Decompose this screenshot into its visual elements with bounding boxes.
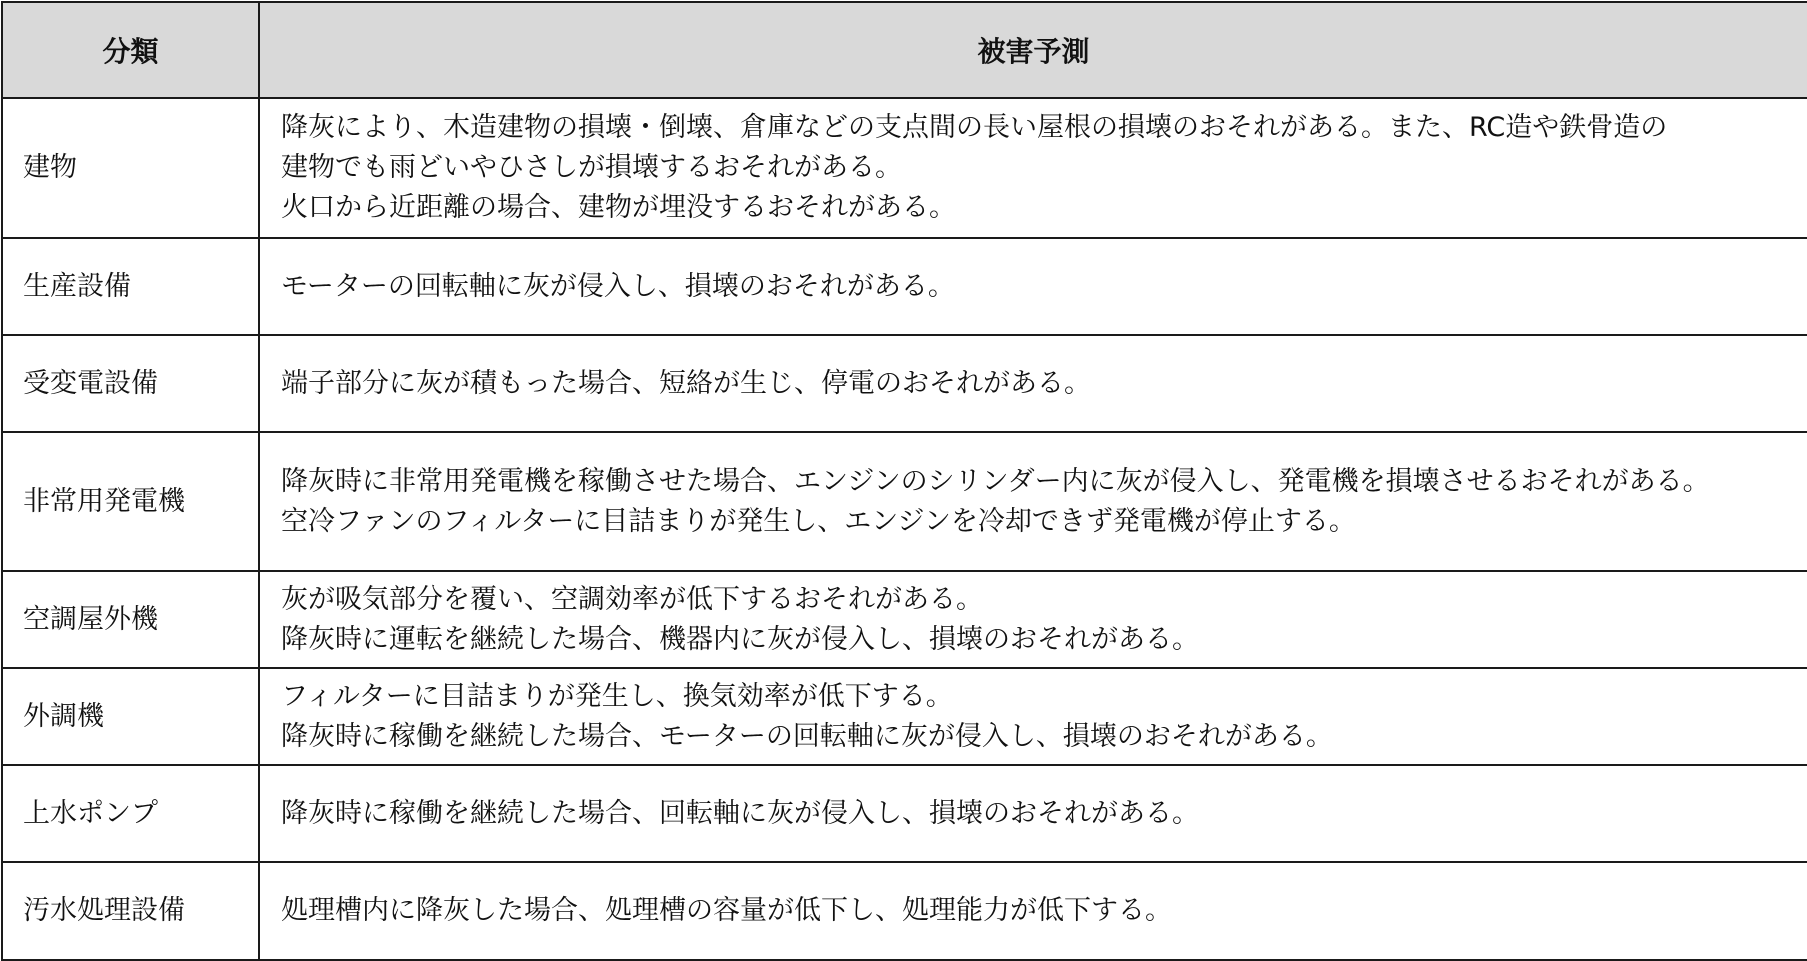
damage-prediction-table xyxy=(1,1,1807,961)
prediction-line: モーターの回転軸に灰が侵入し、損壊のおそれがある。 xyxy=(281,270,955,302)
table-row xyxy=(2,98,1807,238)
prediction-line: 火口から近距離の場合、建物が埋没するおそれがある。 xyxy=(281,192,956,223)
prediction-line: 降灰時に非常用発電機を稼働させた場合、エンジンのシリンダー内に灰が侵入し、発電機を損壊させるおそれがある。 xyxy=(281,465,1710,497)
table-row xyxy=(2,571,1807,668)
prediction-line: 灰が吸気部分を覆い、空調効率が低下するおそれがある。 xyxy=(281,583,983,615)
prediction-line: フィルターに目詰まりが発生し、換気効率が低下する。 xyxy=(281,680,953,712)
prediction-line: 降灰時に稼働を継続した場合、モーターの回転軸に灰が侵入し、損壊のおそれがある。 xyxy=(281,720,1333,752)
category-cell: 建物 xyxy=(2,98,259,238)
prediction-cell xyxy=(259,335,1807,432)
prediction-line: 空冷ファンのフィルターに目詰まりが発生し、エンジンを冷却できず発電機が停止する。 xyxy=(281,505,1356,537)
table-row xyxy=(2,238,1807,335)
prediction-cell xyxy=(259,571,1807,668)
table-row xyxy=(2,335,1807,432)
header-category: 分類 xyxy=(2,2,259,98)
category-cell: 受変電設備 xyxy=(2,335,259,432)
header-prediction: 被害予測 xyxy=(259,2,1807,98)
table-header-row xyxy=(2,2,1807,98)
prediction-cell xyxy=(259,862,1807,960)
category-cell: 汚水処理設備 xyxy=(2,862,259,960)
prediction-cell xyxy=(259,765,1807,862)
category-cell: 外調機 xyxy=(2,668,259,765)
prediction-cell xyxy=(259,238,1807,335)
category-cell: 上水ポンプ xyxy=(2,765,259,862)
prediction-line: 降灰により、木造建物の損壊・倒壊、倉庫などの支点間の長い屋根の損壊のおそれがある。また、RC造や鉄骨造の xyxy=(281,112,1668,143)
prediction-cell xyxy=(259,668,1807,765)
prediction-cell xyxy=(259,98,1807,238)
category-cell: 生産設備 xyxy=(2,238,259,335)
table-row xyxy=(2,668,1807,765)
prediction-line: 建物でも雨どいやひさしが損壊するおそれがある。 xyxy=(281,152,902,183)
category-cell: 空調屋外機 xyxy=(2,571,259,668)
prediction-line: 降灰時に稼働を継続した場合、回転軸に灰が侵入し、損壊のおそれがある。 xyxy=(281,797,1199,829)
prediction-cell xyxy=(259,432,1807,571)
table-row xyxy=(2,862,1807,960)
table-row xyxy=(2,432,1807,571)
prediction-line: 端子部分に灰が積もった場合、短絡が生じ、停電のおそれがある。 xyxy=(281,367,1091,399)
table-row xyxy=(2,765,1807,862)
prediction-line: 処理槽内に降灰した場合、処理槽の容量が低下し、処理能力が低下する。 xyxy=(281,895,1172,926)
category-cell: 非常用発電機 xyxy=(2,432,259,571)
prediction-line: 降灰時に運転を継続した場合、機器内に灰が侵入し、損壊のおそれがある。 xyxy=(281,623,1199,655)
